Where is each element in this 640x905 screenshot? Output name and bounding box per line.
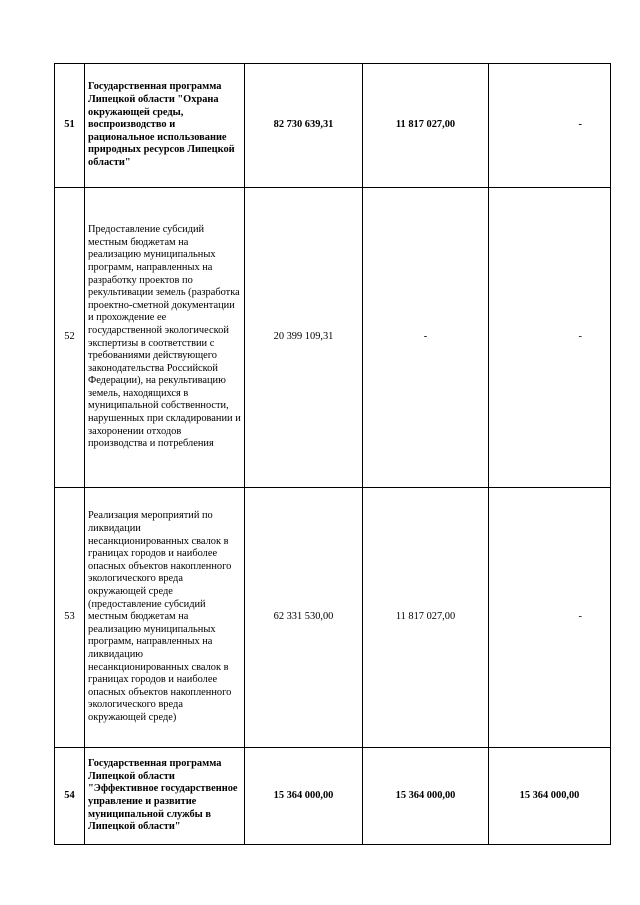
table-row bbox=[55, 748, 611, 845]
value-col-2: - bbox=[363, 188, 489, 488]
value-col-3: - bbox=[489, 64, 611, 188]
value-col-2: 11 817 027,00 bbox=[363, 488, 489, 748]
value-col-1: 20 399 109,31 bbox=[245, 188, 363, 488]
row-number: 53 bbox=[55, 488, 85, 748]
row-number: 51 bbox=[55, 64, 85, 188]
value-col-2: 11 817 027,00 bbox=[363, 64, 489, 188]
row-number: 54 bbox=[55, 748, 85, 845]
value-col-3: 15 364 000,00 bbox=[489, 748, 611, 845]
value-col-1: 62 331 530,00 bbox=[245, 488, 363, 748]
value-col-1: 15 364 000,00 bbox=[245, 748, 363, 845]
row-number: 52 bbox=[55, 188, 85, 488]
table-row bbox=[55, 64, 611, 188]
row-name: Реализация мероприятий по ликвидации несанкционированных свалок в границах городов и наиболее опасных объектов накопленного экологического вреда окружающей среде (предоставление субсидий местным бюджетам на реализацию муниципальных программ, направленных на ликвидацию несанкционированных свалок в границах городов и наиболее опасных объектов накопленного экологического вреда окружающей среде) bbox=[85, 488, 245, 748]
value-col-3: - bbox=[489, 488, 611, 748]
value-col-1: 82 730 639,31 bbox=[245, 64, 363, 188]
row-name: Государственная программа Липецкой области "Охрана окружающей среды, воспроизводство и рациональное использование природных ресурсов Липецкой области" bbox=[85, 64, 245, 188]
row-name: Государственная программа Липецкой области "Эффективное государственное управление и развитие муниципальной службы в Липецкой области" bbox=[85, 748, 245, 845]
table-row bbox=[55, 488, 611, 748]
budget-table bbox=[54, 63, 611, 845]
row-name: Предоставление субсидий местным бюджетам на реализацию муниципальных программ, направленных на разработку проектов по рекультивации земель (разработка проектно-сметной документации и прохождение ее государственной экологической экспертизы в соответствии с требованиями действующего законодательства Российской Федерации), на рекультивацию земель, находящихся в муниципальной собственности, нарушенных при складировании и захоронении отходов производства и потребления bbox=[85, 188, 245, 488]
value-col-3: - bbox=[489, 188, 611, 488]
table-row bbox=[55, 188, 611, 488]
value-col-2: 15 364 000,00 bbox=[363, 748, 489, 845]
